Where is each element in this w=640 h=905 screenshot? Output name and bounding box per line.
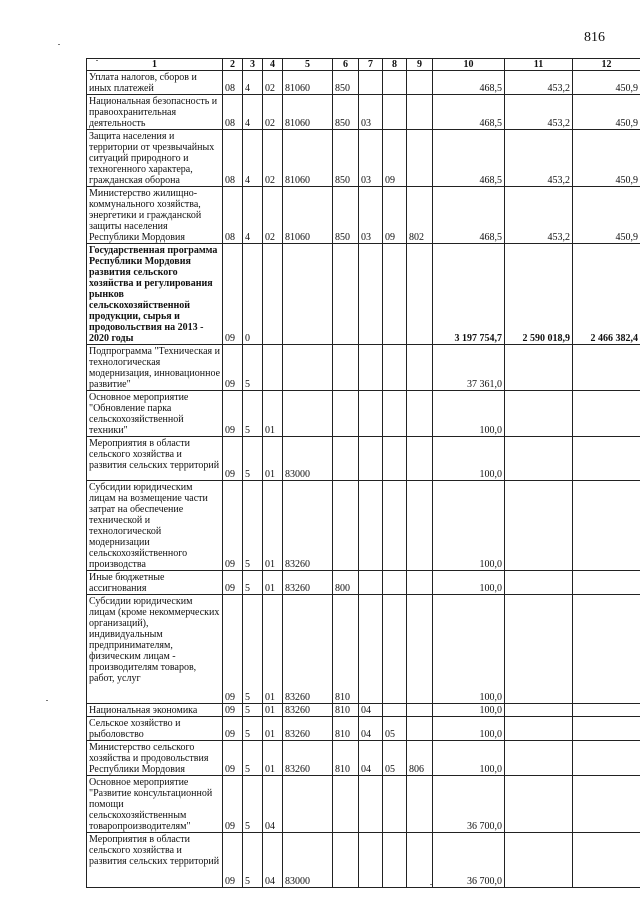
code-cell: 09 [223,704,243,717]
amount-cell: 468,5 [433,187,505,244]
code-cell: 810 [333,704,359,717]
code-cell: 850 [333,95,359,130]
code-cell [407,704,433,717]
code-cell: 08 [223,95,243,130]
header-cell: 2 [223,59,243,71]
amount-cell: 100,0 [433,481,505,571]
code-cell: 03 [359,130,383,187]
code-cell: 05 [383,741,407,776]
table-row [87,833,640,888]
row-name-cell: Национальная экономика [87,704,223,717]
code-cell [383,71,407,95]
code-cell: 81060 [283,130,333,187]
table-row [87,345,640,391]
header-cell: 10 [433,59,505,71]
code-cell: 08 [223,187,243,244]
code-cell: 5 [243,717,263,741]
amount-cell: 468,5 [433,71,505,95]
amount-cell: 468,5 [433,130,505,187]
amount-cell [505,345,573,391]
row-name-cell: Основное мероприятие "Обновление парка сельскохозяйственной техники" [87,391,223,437]
code-cell: 5 [243,595,263,704]
code-cell [333,481,359,571]
amount-cell [573,595,640,704]
code-cell [359,437,383,481]
amount-cell [505,776,573,833]
amount-cell: 37 361,0 [433,345,505,391]
code-cell [359,481,383,571]
code-cell [407,95,433,130]
code-cell: 08 [223,71,243,95]
amount-cell: 453,2 [505,130,573,187]
code-cell: 5 [243,741,263,776]
code-cell [407,571,433,595]
code-cell: 5 [243,833,263,888]
code-cell [333,244,359,345]
code-cell: 09 [223,345,243,391]
code-cell: 02 [263,71,283,95]
scan-speck [58,44,60,45]
row-name-cell: Иные бюджетные ассигнования [87,571,223,595]
amount-cell: 3 197 754,7 [433,244,505,345]
code-cell: 5 [243,776,263,833]
code-cell: 83260 [283,704,333,717]
table-row [87,717,640,741]
amount-cell: 100,0 [433,717,505,741]
amount-cell [505,571,573,595]
code-cell [407,481,433,571]
amount-cell: 2 590 018,9 [505,244,573,345]
code-cell: 5 [243,571,263,595]
code-cell: 01 [263,391,283,437]
code-cell: 83260 [283,717,333,741]
table-row [87,481,640,571]
code-cell: 5 [243,391,263,437]
code-cell [383,833,407,888]
code-cell [407,71,433,95]
table-row [87,595,640,704]
code-cell: 01 [263,481,283,571]
code-cell: 83260 [283,741,333,776]
header-cell: 3 [243,59,263,71]
table-row [87,71,640,95]
code-cell: 01 [263,437,283,481]
amount-cell: 100,0 [433,437,505,481]
amount-cell [573,481,640,571]
code-cell [383,481,407,571]
amount-cell: 450,9 [573,71,640,95]
table-row [87,741,640,776]
code-cell [383,95,407,130]
code-cell [283,244,333,345]
code-cell: 04 [263,776,283,833]
row-name-cell: Подпрограмма "Техническая и технологическая модернизация, инновационное развитие" [87,345,223,391]
code-cell: 09 [223,595,243,704]
code-cell [359,244,383,345]
amount-cell: 2 466 382,4 [573,244,640,345]
row-name-cell: Уплата налогов, сборов и иных платежей [87,71,223,95]
code-cell: 09 [223,437,243,481]
row-name-cell: Мероприятия в области сельского хозяйства и развития сельских территорий [87,437,223,481]
amount-cell: 36 700,0 [433,776,505,833]
code-cell: 09 [223,833,243,888]
table-row [87,437,640,481]
header-cell: 1 [87,59,223,71]
code-cell: 09 [383,130,407,187]
code-cell: 4 [243,71,263,95]
code-cell: 04 [359,704,383,717]
amount-cell [573,571,640,595]
code-cell: 09 [223,717,243,741]
amount-cell [573,437,640,481]
code-cell [283,776,333,833]
code-cell: 04 [263,833,283,888]
amount-cell: 100,0 [433,704,505,717]
code-cell [383,776,407,833]
code-cell: 5 [243,704,263,717]
code-cell: 81060 [283,95,333,130]
code-cell: 83000 [283,437,333,481]
budget-table [86,58,640,888]
table-row [87,244,640,345]
code-cell: 03 [359,187,383,244]
code-cell: 83000 [283,833,333,888]
code-cell [359,571,383,595]
amount-cell [505,391,573,437]
code-cell: 02 [263,130,283,187]
table-row [87,187,640,244]
amount-cell: 450,9 [573,130,640,187]
code-cell: 09 [223,571,243,595]
code-cell [263,345,283,391]
amount-cell: 100,0 [433,391,505,437]
header-cell: 4 [263,59,283,71]
code-cell [333,776,359,833]
code-cell: 4 [243,187,263,244]
code-cell: 5 [243,481,263,571]
code-cell [407,437,433,481]
code-cell: 04 [359,717,383,741]
row-name-cell: Защита населения и территории от чрезвычайных ситуаций природного и техногенного характера, гражданская оборона [87,130,223,187]
code-cell: 810 [333,741,359,776]
code-cell: 4 [243,95,263,130]
amount-cell [505,741,573,776]
amount-cell [573,391,640,437]
row-name-cell: Субсидии юридическим лицам (кроме некоммерческих организаций), индивидуальным предпринимателям, физическим лицам - производителям товаров, работ, услуг [87,595,223,704]
amount-cell: 450,9 [573,95,640,130]
code-cell [359,595,383,704]
page-number: 816 [584,30,605,45]
code-cell: 5 [243,437,263,481]
amount-cell: 100,0 [433,741,505,776]
code-cell [333,345,359,391]
code-cell: 83260 [283,595,333,704]
code-cell: 01 [263,595,283,704]
code-cell: 850 [333,130,359,187]
code-cell: 5 [243,345,263,391]
code-cell: 02 [263,95,283,130]
code-cell: 09 [223,481,243,571]
code-cell [333,833,359,888]
amount-cell: 453,2 [505,187,573,244]
amount-cell: 450,9 [573,187,640,244]
amount-cell [573,345,640,391]
code-cell [407,833,433,888]
row-name-cell: Государственная программа Республики Мордовия развития сельского хозяйства и регулирования рынков сельскохозяйственной продукции, сырья и продовольствия на 2013 - 2020 годы [87,244,223,345]
code-cell [333,391,359,437]
code-cell: 09 [223,741,243,776]
table-row [87,571,640,595]
amount-cell [505,437,573,481]
amount-cell: 100,0 [433,595,505,704]
code-cell: 02 [263,187,283,244]
header-cell: 11 [505,59,573,71]
code-cell: 810 [333,717,359,741]
amount-cell [505,717,573,741]
code-cell: 806 [407,741,433,776]
code-cell [283,345,333,391]
table-row [87,391,640,437]
code-cell: 83260 [283,481,333,571]
amount-cell: 468,5 [433,95,505,130]
code-cell: 81060 [283,71,333,95]
code-cell [383,437,407,481]
code-cell: 4 [243,130,263,187]
amount-cell [573,776,640,833]
code-cell [383,345,407,391]
table-row [87,776,640,833]
header-cell: 9 [407,59,433,71]
code-cell: 850 [333,187,359,244]
header-cell: 5 [283,59,333,71]
code-cell: 04 [359,741,383,776]
code-cell [383,571,407,595]
code-cell: 09 [223,244,243,345]
code-cell [407,130,433,187]
code-cell: 01 [263,717,283,741]
code-cell: 01 [263,704,283,717]
header-cell: 12 [573,59,640,71]
code-cell: 83260 [283,571,333,595]
code-cell [407,345,433,391]
code-cell: 810 [333,595,359,704]
code-cell: 802 [407,187,433,244]
amount-cell: 36 700,0 [433,833,505,888]
code-cell: 09 [223,391,243,437]
code-cell: 01 [263,571,283,595]
code-cell [359,833,383,888]
code-cell: 0 [243,244,263,345]
code-cell [407,717,433,741]
code-cell [359,391,383,437]
amount-cell [573,704,640,717]
code-cell [383,391,407,437]
row-name-cell: Национальная безопасность и правоохранительная деятельность [87,95,223,130]
code-cell: 01 [263,741,283,776]
code-cell [383,244,407,345]
code-cell: 800 [333,571,359,595]
row-name-cell: Министерство сельского хозяйства и продовольствия Республики Мордовия [87,741,223,776]
scan-speck [46,700,48,701]
amount-cell: 100,0 [433,571,505,595]
code-cell [407,776,433,833]
row-name-cell: Министерство жилищно-коммунального хозяйства, энергетики и гражданской защиты населения Республики Мордовия [87,187,223,244]
table-row [87,704,640,717]
code-cell: 850 [333,71,359,95]
row-name-cell: Сельское хозяйство и рыболовство [87,717,223,741]
code-cell [383,595,407,704]
scan-speck [430,884,432,885]
amount-cell [573,717,640,741]
header-cell: 7 [359,59,383,71]
code-cell: 09 [383,187,407,244]
code-cell [383,704,407,717]
amount-cell [505,595,573,704]
code-cell [407,244,433,345]
row-name-cell: Основное мероприятие "Развитие консультационной помощи сельскохозяйственным товаропроизводителям" [87,776,223,833]
header-row [87,59,640,71]
amount-cell [505,833,573,888]
code-cell [283,391,333,437]
amount-cell: 453,2 [505,95,573,130]
amount-cell [573,833,640,888]
table-row [87,95,640,130]
header-cell: 8 [383,59,407,71]
amount-cell [573,741,640,776]
code-cell [359,71,383,95]
code-cell: 08 [223,130,243,187]
code-cell: 05 [383,717,407,741]
table-row [87,130,640,187]
row-name-cell: Субсидии юридическим лицам на возмещение части затрат на обеспечение технической и технологической модернизации сельскохозяйственного производства [87,481,223,571]
code-cell: 03 [359,95,383,130]
code-cell [407,391,433,437]
amount-cell: 453,2 [505,71,573,95]
code-cell: 81060 [283,187,333,244]
code-cell [407,595,433,704]
row-name-cell: Мероприятия в области сельского хозяйства и развития сельских территорий [87,833,223,888]
amount-cell [505,481,573,571]
header-cell: 6 [333,59,359,71]
code-cell [333,437,359,481]
code-cell [359,345,383,391]
scan-speck [96,60,98,61]
code-cell [263,244,283,345]
amount-cell [505,704,573,717]
code-cell: 09 [223,776,243,833]
code-cell [359,776,383,833]
